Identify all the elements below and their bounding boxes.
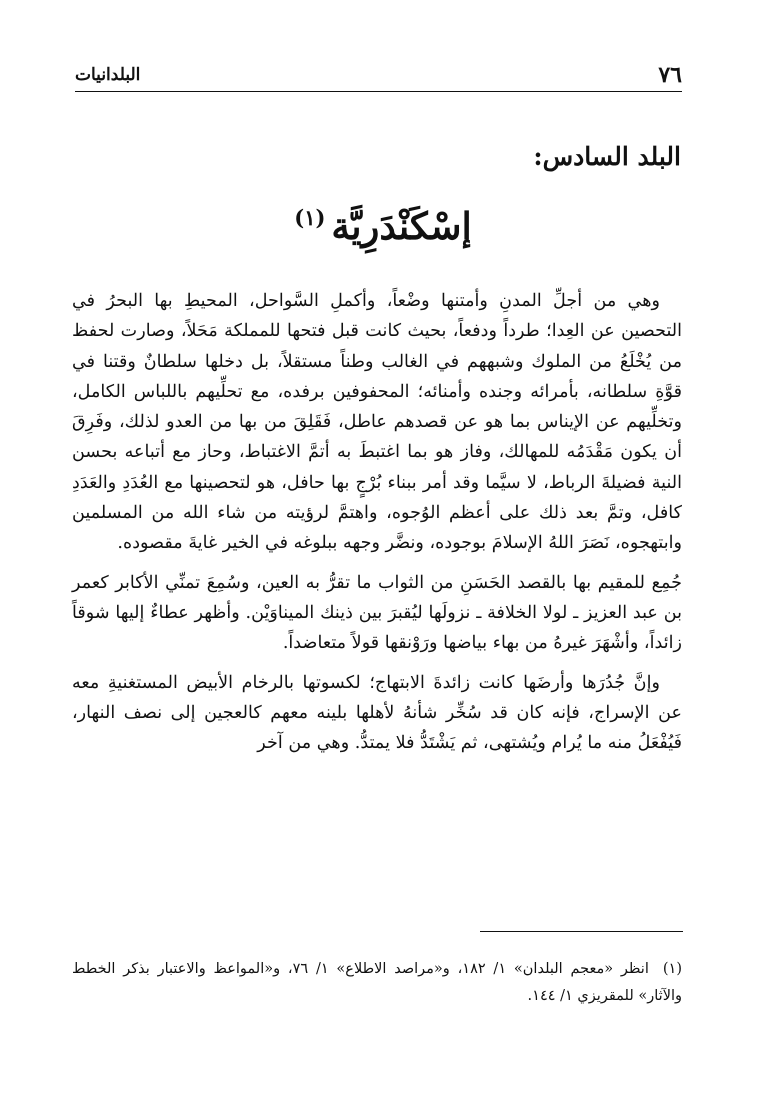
- paragraph-text: وإنَّ جُدُرَها وأرضَها كانت زائدةَ الابتهاج؛ لكسوتها بالرخام الأبيض المستغنيةِ معه عن الإسراج، فإنه كان قد سُخِّر شأنهُ لأهلها بلينه معهم كالعجين إلى نصف النهار، فَيُفْعَلُ منه ما يُرام ويُشتهى، ثم يَشْتَدُّ فلا يمتدُّ. وهي من آخر: [72, 672, 682, 754]
- paragraph: [72, 668, 682, 759]
- footnote-rule: [480, 931, 683, 932]
- paragraph-text: جُمِع للمقيم بها بالقصد الحَسَنِ من الثواب ما تقرُّ به العين، وسُمِعَ تمنِّي الأكابر كعمر بن عبد العزيز ـ لولا الخلافة ـ نزولَها ليُقبرَ بين ذينك الميناوَيْن. وأظهر عطاءٌ إليها شوقاً زائداً، وأشْهَرَ غيرهُ من بهاء بياضها ورَوْنقها قولاً متعاضداً.: [72, 572, 682, 654]
- header-rule: [75, 91, 682, 92]
- footnote-number: (١): [662, 961, 682, 977]
- paragraph-text: وهي من أجلِّ المدنِ وأمتنها وضْعاً، وأكملِ السَّواحل، المحيطِ بها البحرُ في التحصين عن العِدا؛ طرداً ودفعاً، بحيث كانت قبل فتحها للمملكة مَحَلاً، وصارت لحفظ من يُخْلَعُ من الملوك وشبههم في الغالب وطناً مستقلاً، بل دخلها سلطانٌ وقتنا في قوَّةِ سلطانه، بأمرائه وجنده وأمنائه؛ المحفوفين برفده، مع تحلِّيهم باللباس الكامل، وتخلِّيهم عن الإيناس بما هو عن قصدهم عاطل، فَقَلِقَ من بها من العدو لذلك، وفَرِقَ أن يكون مَقْدَمُه للمهالك، وفاز هو بما اغتبطَ به أتمَّ الاغتباط، وحاز مع أتباعه بحسن النية فضيلةَ الرباط، لا سيَّما وقد أمر ببناء بُرْجٍ بها حافل، هو لتحصينها مع العُدَدِ والعَدَدِ كافل، وتمَّ بعد ذلك على أعظم الوُجوه، واهتمَّ لرؤيته من شاء الله من المسلمين وابتهجوه، نَصَرَ اللهُ الإسلامَ بوجوده، ونضَّر وجهه ببلوغه في الخير غايةَ مقصوده.: [72, 291, 682, 554]
- paragraph: [72, 286, 682, 559]
- footnotes: [72, 956, 682, 1010]
- chapter-title: [0, 192, 766, 252]
- body-text: [72, 286, 682, 758]
- paragraph: [72, 568, 682, 659]
- chapter-title-text: إسْكَنْدَرِيَّة: [331, 204, 472, 248]
- footnote: [72, 956, 682, 1010]
- footnote-reference: (١): [294, 205, 326, 230]
- footnote-text: انظر «معجم البلدان» ١/ ١٨٢، و«مراصد الاطلاع» ١/ ٧٦، و«المواعظ والاعتبار بذكر الخطط والآثار» للمقريزي ١/ ١٤٤.: [72, 961, 682, 1004]
- page-number: ٧٦: [658, 62, 682, 88]
- running-title: البلدانيات: [75, 65, 141, 85]
- page-header: [75, 56, 682, 92]
- section-label: البلد السادس:: [533, 142, 681, 171]
